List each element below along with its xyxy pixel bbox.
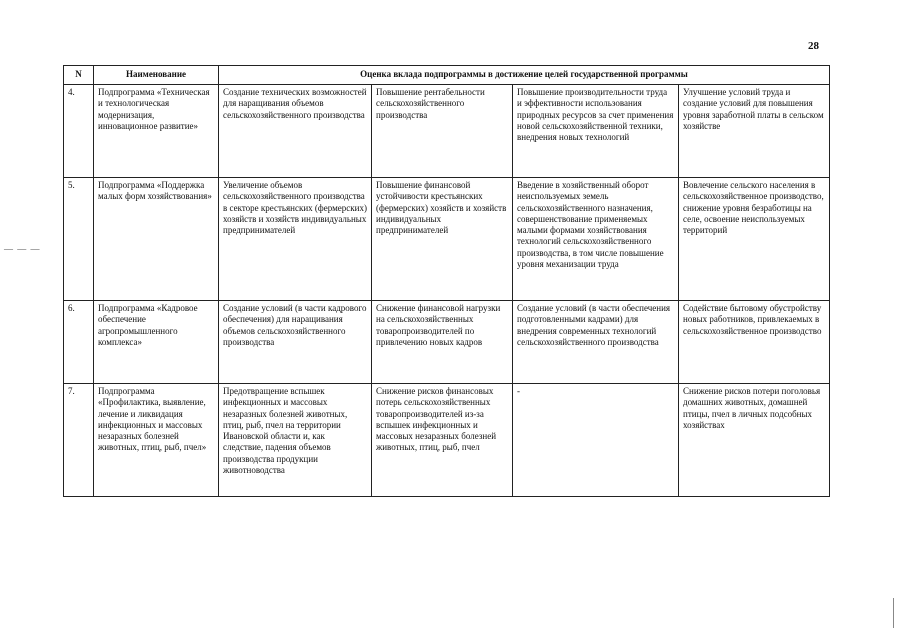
goal-cell: Увеличение объемов сельскохозяйственного производства в секторе крестьянских (фермерских) хозяйств и хозяйств индивидуальных предпринимателей (219, 178, 372, 301)
goal-cell: Повышение производительности труда и эффективности использования природных ресурсов за счет применения новой сельскохозяйственной техники, внедрения новых технологий (513, 85, 679, 178)
goal-cell: Вовлечение сельского населения в сельскохозяйственное производство, снижение уровня безработицы на селе, освоение неиспользуемых территорий (679, 178, 830, 301)
table-row (64, 85, 830, 178)
goal-cell: Снижение рисков финансовых потерь сельскохозяйственных товаропроизводителей из-за вспышек инфекционных и массовых незаразных болезней животных, птиц, рыб, пчел (372, 384, 513, 497)
goal-cell: Снижение финансовой нагрузки на сельскохозяйственных товаропроизводителей по привлечению новых кадров (372, 301, 513, 384)
goal-cell: Создание условий (в части обеспечения подготовленными кадрами) для внедрения современных технологий сельскохозяйственного производства (513, 301, 679, 384)
subprogram-name: Подпрограмма «Техническая и технологическая модернизация, инновационное развитие» (94, 85, 219, 178)
goal-cell: - (513, 384, 679, 497)
page-number: 28 (808, 40, 819, 52)
row-number: 7. (64, 384, 94, 497)
row-number: 6. (64, 301, 94, 384)
goal-cell: Повышение рентабельности сельскохозяйственного производства (372, 85, 513, 178)
goal-cell: Повышение финансовой устойчивости крестьянских (фермерских) хозяйств и хозяйств индивидуальных предпринимателей (372, 178, 513, 301)
table-row (64, 178, 830, 301)
goal-cell: Предотвращение вспышек инфекционных и массовых незаразных болезней животных, птиц, рыб, пчел на территории Ивановской области и, как следствие, падения объемов производства продукции животноводства (219, 384, 372, 497)
goal-cell: Создание технических возможностей для наращивания объемов сельскохозяйственного производства (219, 85, 372, 178)
row-number: 4. (64, 85, 94, 178)
table-row (64, 301, 830, 384)
goal-cell: Создание условий (в части кадрового обеспечения) для наращивания объемов сельскохозяйственного производства (219, 301, 372, 384)
table-row (64, 384, 830, 497)
header-name: Наименование (94, 66, 219, 85)
header-number: N (64, 66, 94, 85)
margin-mark: — — — (4, 244, 41, 254)
table-header-row (64, 66, 830, 85)
goal-cell: Содействие бытовому обустройству новых работников, привлекаемых в сельскохозяйственное производство (679, 301, 830, 384)
header-assessment: Оценка вклада подпрограммы в достижение целей государственной программы (219, 66, 830, 85)
subprogram-name: Подпрограмма «Кадровое обеспечение агропромышленного комплекса» (94, 301, 219, 384)
goal-cell: Улучшение условий труда и создание условий для повышения уровня заработной платы в сельском хозяйстве (679, 85, 830, 178)
subprogram-name: Подпрограмма «Поддержка малых форм хозяйствования» (94, 178, 219, 301)
row-number: 5. (64, 178, 94, 301)
margin-line (893, 598, 894, 628)
program-table (63, 65, 830, 497)
subprogram-name: Подпрограмма «Профилактика, выявление, лечение и ликвидация инфекционных и массовых незаразных болезней животных, птиц, рыб, пчел» (94, 384, 219, 497)
goal-cell: Введение в хозяйственный оборот неиспользуемых земель сельскохозяйственного назначения, совершенствование применяемых малыми формами хозяйствования технологий сельскохозяйственного производства, в том числе повышение уровня механизации труда (513, 178, 679, 301)
goal-cell: Снижение рисков потери поголовья домашних животных, домашней птицы, пчел в личных подсобных хозяйствах (679, 384, 830, 497)
